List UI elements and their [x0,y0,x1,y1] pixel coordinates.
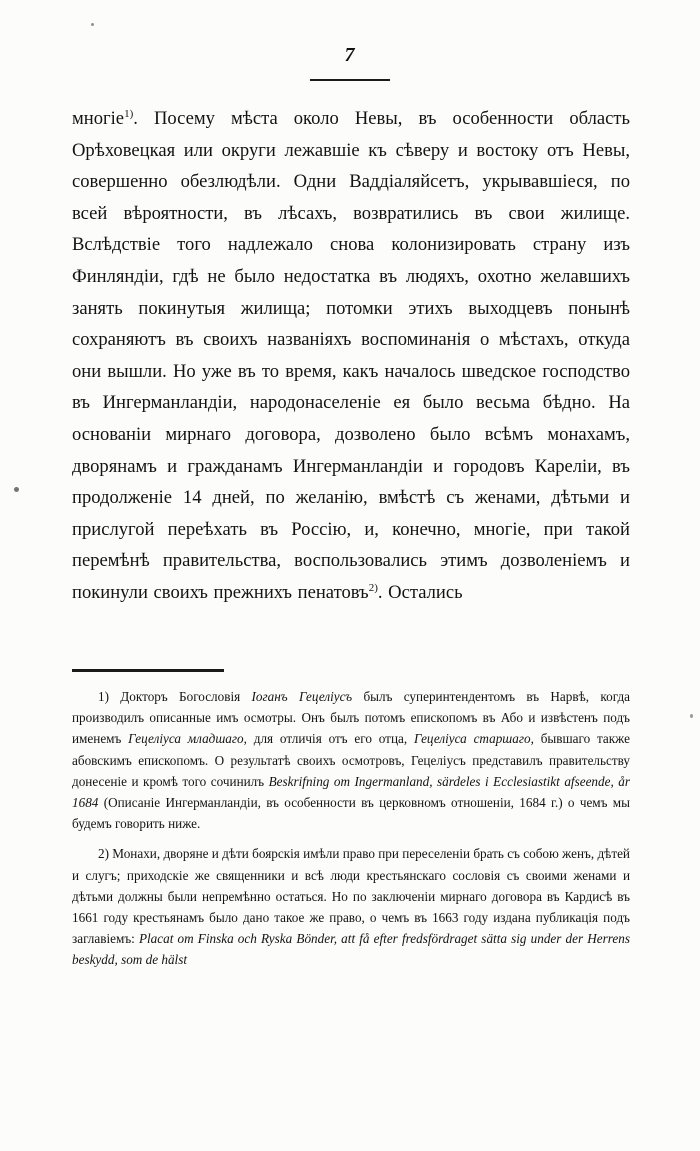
footnote-2: 2) Монахи, дворяне и дѣти боярскія имѣли право при переселеніи брать съ собою женъ, дѣтей и слугъ; приходскіе же священники и всѣ люди крестьянскаго сословія съ своими женами и дѣтьми должны были непремѣнно остаться. Но по заключеніи мирнаго договора въ Кардисѣ въ 1661 году крестьянамъ было дано такое же право, о чемъ въ 1663 году издана публикація подъ заглавіемъ: Placat om Finska och Ryska Bönder, att få efter fredsfördraget sätta sig under der Herrens beskydd, som de hälst [72,846,630,968]
body-text: многіе$^{1)}$. Посему мѣста около Невы, въ особенности область Орѣховецкая или округи лежавшіе къ сѣверу и востоку отъ Невы, совершенно обезлюдѣли. Одни Ваддіаляйсетъ, укрывавшіеся, по всей вѣроятности, въ лѣсахъ, возвратились въ свои жилище. Вслѣдствіе того надлежало снова колонизировать страну изъ Финляндіи, гдѣ не было недостатка въ людяхъ, охотно желавшихъ занять покинутыя жилища; потомки этихъ выходцевъ понынѣ сохраняютъ въ своихъ названіяхъ воспоминанія о мѣстахъ, откуда они вышли. Но уже въ то время, какъ началось шведское господство въ Ингерманландіи, народонаселеніе ея было весьма бѣдно. На основаніи мирнаго договора, дозволено было всѣмъ монахамъ, дворянамъ и гражданамъ Ингерманландіи и городовъ Кареліи, въ продолженіе 14 дней, по желанію, вмѣстѣ съ женами, дѣтьми и прислугой переѣхать въ Россію, и, конечно, многіе, при такой перемѣнѣ правительства, воспользовались этимъ дозволеніемъ и покинули своихъ прежнихъ пенатовъ$^{2)}$. Остались [72,107,630,603]
header-rule [310,79,390,81]
page-speck [91,23,94,26]
page-speck [14,487,19,492]
footnotes-section [72,686,630,971]
page-number: 7 [344,44,356,66]
page-speck [690,714,693,718]
footnote-separator-rule [72,669,224,672]
footnote-1: 1) Докторъ Богословія Іоганъ Гецеліусъ былъ суперинтендентомъ въ Нарвѣ, когда производилъ описанные имъ осмотры. Онъ былъ потомъ епископомъ въ Або и извѣстенъ подъ именемъ Гецеліуса младшаго, для отличія отъ его отца, Гецеліуса старшаго, бывшаго также абовскимъ епископомъ. О результатѣ своихъ осмотровъ, Гецеліусъ представилъ правительству донесеніе и кромѣ того сочинилъ Beskrifning om Ingermanland, särdeles i Ecclesiastikt afseende, år 1684 (Описаніе Ингерманландіи, въ особенности въ церковномъ отношеніи, 1684 г.) о чемъ мы будемъ говорить ниже. [72,689,631,832]
